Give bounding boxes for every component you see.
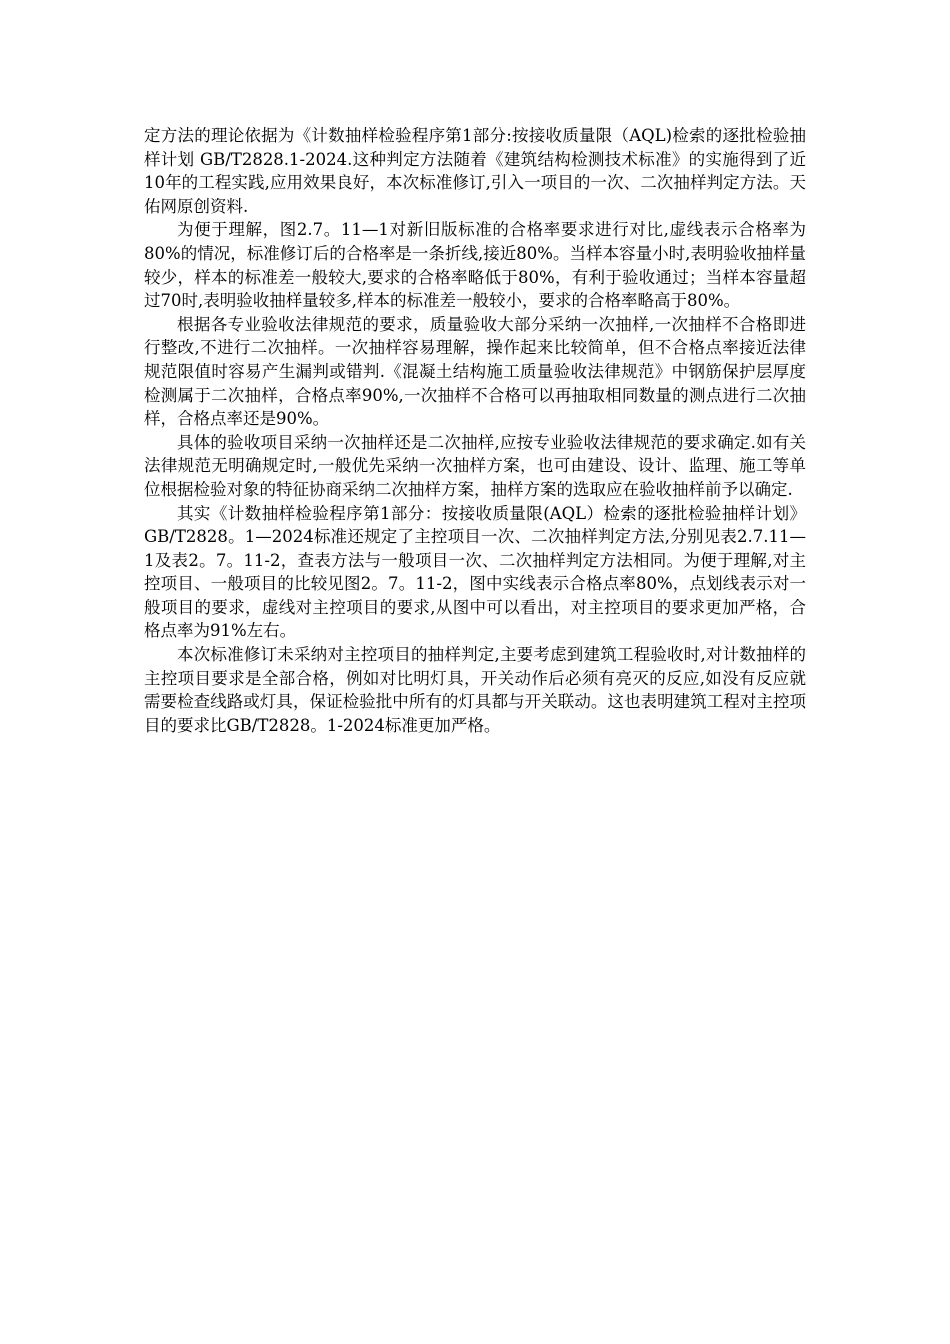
paragraph-5: 其实《计数抽样检验程序第1部分：按接收质量限(AQL）检索的逐批检验抽样计划》GB/T2828。1—2024标准还规定了主控项目一次、二次抽样判定方法,分别见表2.7.11—1及表2。7。11-2，查表方法与一般项目一次、二次抽样判定方法相同。为便于理解,对主控项目、一般项目的比较见图2。7。11-2，图中实线表示合格点率80%，点划线表示对一般项目的要求，虚线对主控项目的要求,从图中可以看出，对主控项目的要求更加严格，合格点率为91%左右。 (144, 503, 806, 641)
paragraph-4: 具体的验收项目采纳一次抽样还是二次抽样,应按专业验收法律规范的要求确定.如有关法律规范无明确规定时,一般优先采纳一次抽样方案，也可由建设、设计、监理、施工等单位根据检验对象的特征协商采纳二次抽样方案，抽样方案的选取应在验收抽样前予以确定. (144, 432, 806, 499)
paragraph-6: 本次标准修订未采纳对主控项目的抽样判定,主要考虑到建筑工程验收时,对计数抽样的主控项目要求是全部合格，例如对比明灯具，开关动作后必须有亮灭的反应,如没有反应就需要检查线路或灯具，保证检验批中所有的灯具都与开关联动。这也表明建筑工程对主控项目的要求比GB/T2828。1-2024标准更加严格。 (144, 645, 806, 735)
paragraph-3: 根据各专业验收法律规范的要求，质量验收大部分采纳一次抽样,一次抽样不合格即进行整改,不进行二次抽样。一次抽样容易理解，操作起来比较简单，但不合格点率接近法律规范限值时容易产生漏判或错判.《混凝土结构施工质量验收法律规范》中钢筋保护层厚度检测属于二次抽样，合格点率90%,一次抽样不合格可以再抽取相同数量的测点进行二次抽样，合格点率还是90%。 (144, 314, 806, 429)
paragraph-2: 为便于理解，图2.7。11—1对新旧版标准的合格率要求进行对比,虚线表示合格率为80%的情况，标准修订后的合格率是一条折线,接近80%。当样本容量小时,表明验收抽样量较少，样本的标准差一般较大,要求的合格率略低于80%，有利于验收通过；当样本容量超过70时,表明验收抽样量较多,样本的标准差一般较小，要求的合格率略高于80%。 (144, 220, 806, 311)
paragraph-1: 定方法的理论依据为《计数抽样检验程序第1部分:按接收质量限（AQL)检索的逐批检验抽样计划 GB/T2828.1-2024.这种判定方法随着《建筑结构检测技术标准》的实施得到了近10年的工程实践,应用效果良好，本次标准修订,引入一项目的一次、二次抽样判定方法。天佑网原创资料. (144, 126, 806, 216)
document-body (144, 124, 806, 737)
